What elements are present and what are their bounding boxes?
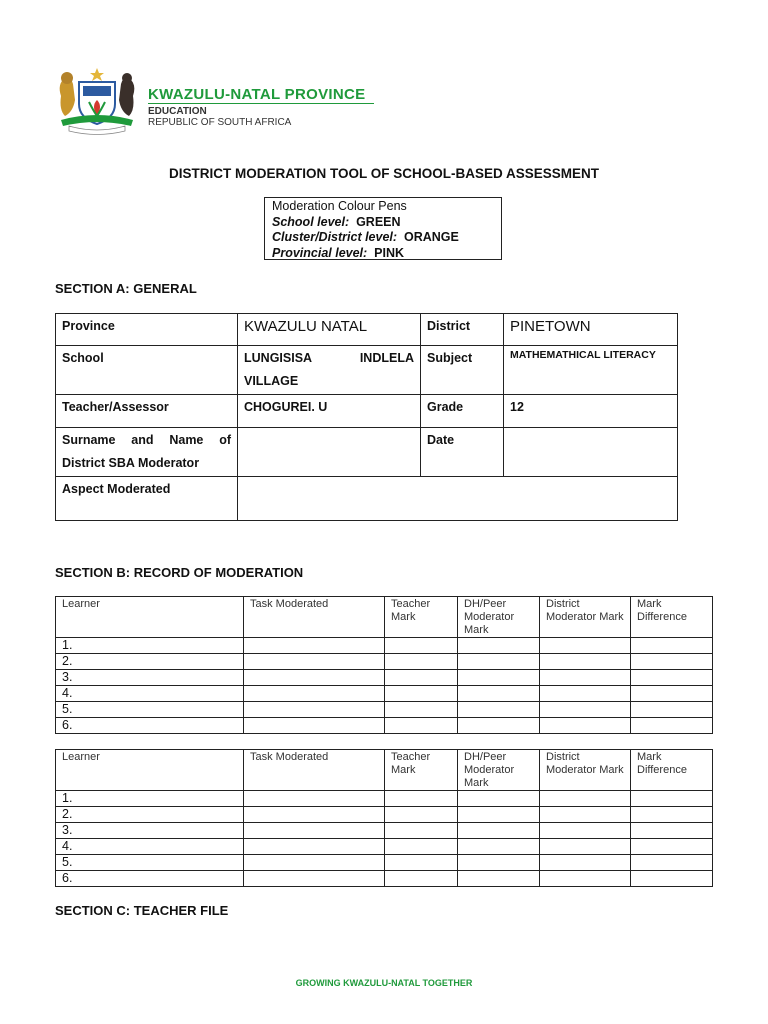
table-cell[interactable] (458, 823, 540, 839)
column-header: DH/Peer Moderator Mark (458, 597, 540, 638)
aspect-value[interactable] (238, 477, 678, 521)
moderator-value[interactable] (238, 428, 421, 477)
subject-label: Subject (421, 346, 504, 395)
district-label: District (421, 314, 504, 346)
learner-number: 2. (56, 807, 244, 823)
table-cell[interactable] (458, 686, 540, 702)
table-cell[interactable] (244, 670, 385, 686)
learner-number: 2. (56, 654, 244, 670)
column-header: Mark Difference (631, 750, 713, 791)
table-cell[interactable] (458, 855, 540, 871)
pens-cluster-level (272, 230, 494, 246)
table-cell[interactable] (458, 638, 540, 654)
moderation-colour-pens-box (264, 197, 502, 260)
column-header: Teacher Mark (385, 750, 458, 791)
province-label: Province (56, 314, 238, 346)
table-row (56, 638, 713, 654)
table-cell[interactable] (458, 839, 540, 855)
pens-colour-value: GREEN (356, 214, 401, 229)
table-cell[interactable] (631, 654, 713, 670)
school-label: School (56, 346, 238, 395)
section-c-title: SECTION C: TEACHER FILE (55, 903, 229, 918)
table-cell[interactable] (385, 654, 458, 670)
table-row (56, 686, 713, 702)
pens-level-label: School level: (272, 214, 350, 229)
table-row (56, 702, 713, 718)
learner-number: 4. (56, 686, 244, 702)
learner-number: 3. (56, 823, 244, 839)
pens-colour-value: PINK (374, 245, 405, 260)
table-cell[interactable] (458, 791, 540, 807)
table-cell[interactable] (540, 855, 631, 871)
table-cell[interactable] (385, 823, 458, 839)
table-cell[interactable] (631, 718, 713, 734)
pens-heading: Moderation Colour Pens (272, 199, 407, 213)
grade-label: Grade (421, 395, 504, 428)
province-name-heading: KWAZULU-NATAL PROVINCE (148, 86, 366, 103)
teacher-value[interactable]: CHOGUREI. U (238, 395, 421, 428)
column-header: Learner (56, 750, 244, 791)
table-cell[interactable] (540, 654, 631, 670)
table-cell[interactable] (244, 871, 385, 887)
date-label: Date (421, 428, 504, 477)
table-cell[interactable] (385, 638, 458, 654)
table-row (56, 871, 713, 887)
column-header: DH/Peer Moderator Mark (458, 750, 540, 791)
table-row (56, 718, 713, 734)
table-cell[interactable] (385, 871, 458, 887)
moderation-record-table-2 (55, 749, 713, 887)
table-row (56, 670, 713, 686)
learner-number: 5. (56, 855, 244, 871)
column-header: District Moderator Mark (540, 750, 631, 791)
table-cell[interactable] (385, 839, 458, 855)
learner-number: 1. (56, 791, 244, 807)
table-cell[interactable] (631, 638, 713, 654)
table-cell[interactable] (540, 871, 631, 887)
table-cell[interactable] (458, 702, 540, 718)
table-cell[interactable] (244, 807, 385, 823)
table-cell[interactable] (540, 807, 631, 823)
table-cell[interactable] (631, 871, 713, 887)
subject-value[interactable]: MATHEMATHICAL LITERACY (504, 346, 678, 395)
table-cell[interactable] (385, 855, 458, 871)
table-cell[interactable] (631, 686, 713, 702)
table-cell[interactable] (631, 855, 713, 871)
table-cell[interactable] (244, 638, 385, 654)
pens-school-level (272, 215, 494, 231)
table-cell[interactable] (244, 839, 385, 855)
document-title: DISTRICT MODERATION TOOL OF SCHOOL-BASED ASSESSMENT (168, 166, 600, 181)
table-row (56, 823, 713, 839)
pens-colour-value: ORANGE (404, 230, 459, 244)
table-cell[interactable] (540, 686, 631, 702)
moderator-label: Surname and Name of District SBA Moderator (56, 428, 238, 477)
table-cell[interactable] (385, 670, 458, 686)
table-row (56, 807, 713, 823)
column-header: Teacher Mark (385, 597, 458, 638)
table-cell[interactable] (540, 670, 631, 686)
table-cell[interactable] (540, 638, 631, 654)
section-a-title: SECTION A: GENERAL (55, 281, 197, 296)
table-cell[interactable] (385, 718, 458, 734)
column-header: Mark Difference (631, 597, 713, 638)
province-value[interactable]: KWAZULU NATAL (238, 314, 421, 346)
table-row (56, 654, 713, 670)
table-cell[interactable] (458, 670, 540, 686)
table-cell[interactable] (244, 686, 385, 702)
column-header: District Moderator Mark (540, 597, 631, 638)
table-cell[interactable] (540, 839, 631, 855)
table-cell[interactable] (631, 823, 713, 839)
table-row (56, 855, 713, 871)
column-header: Task Moderated (244, 597, 385, 638)
header-divider (148, 103, 374, 104)
learner-number: 4. (56, 839, 244, 855)
table-cell[interactable] (458, 654, 540, 670)
table-cell[interactable] (244, 702, 385, 718)
table-cell[interactable] (458, 807, 540, 823)
general-info-table (55, 313, 678, 521)
table-cell[interactable] (540, 702, 631, 718)
moderation-record-table-1 (55, 596, 713, 734)
table-cell[interactable] (458, 718, 540, 734)
table-cell[interactable] (631, 670, 713, 686)
table-cell[interactable] (244, 855, 385, 871)
table-cell[interactable] (244, 718, 385, 734)
kzn-coat-of-arms-logo (55, 66, 139, 136)
learner-number: 1. (56, 638, 244, 654)
table-cell[interactable] (540, 823, 631, 839)
department-name: EDUCATION (148, 106, 207, 117)
school-value[interactable]: LUNGISISA INDLELA VILLAGE (238, 346, 421, 395)
country-name: REPUBLIC OF SOUTH AFRICA (148, 117, 292, 128)
pens-level-label: Cluster/District level: (272, 230, 398, 244)
district-value[interactable]: PINETOWN (504, 314, 678, 346)
footer-slogan: GROWING KWAZULU-NATAL TOGETHER (295, 978, 473, 988)
table-cell[interactable] (244, 654, 385, 670)
teacher-label: Teacher/Assessor (56, 395, 238, 428)
table-cell[interactable] (244, 791, 385, 807)
table-cell[interactable] (540, 791, 631, 807)
column-header: Learner (56, 597, 244, 638)
pens-provincial-level (272, 246, 494, 262)
table-row (56, 791, 713, 807)
pens-level-label: Provincial level: (272, 245, 368, 260)
date-value[interactable] (504, 428, 678, 477)
table-header-row (56, 597, 713, 638)
table-cell[interactable] (458, 871, 540, 887)
learner-number: 3. (56, 670, 244, 686)
grade-value[interactable]: 12 (504, 395, 678, 428)
table-cell[interactable] (385, 686, 458, 702)
table-cell[interactable] (631, 839, 713, 855)
learner-number: 6. (56, 871, 244, 887)
table-cell[interactable] (385, 702, 458, 718)
learner-number: 6. (56, 718, 244, 734)
table-cell[interactable] (540, 718, 631, 734)
table-cell[interactable] (631, 791, 713, 807)
table-row (56, 839, 713, 855)
table-cell[interactable] (244, 823, 385, 839)
column-header: Task Moderated (244, 750, 385, 791)
table-cell[interactable] (385, 791, 458, 807)
table-header-row (56, 750, 713, 791)
table-cell[interactable] (631, 807, 713, 823)
table-cell[interactable] (385, 807, 458, 823)
learner-number: 5. (56, 702, 244, 718)
section-b-title: SECTION B: RECORD OF MODERATION (55, 565, 304, 580)
table-cell[interactable] (631, 702, 713, 718)
aspect-label: Aspect Moderated (56, 477, 238, 521)
